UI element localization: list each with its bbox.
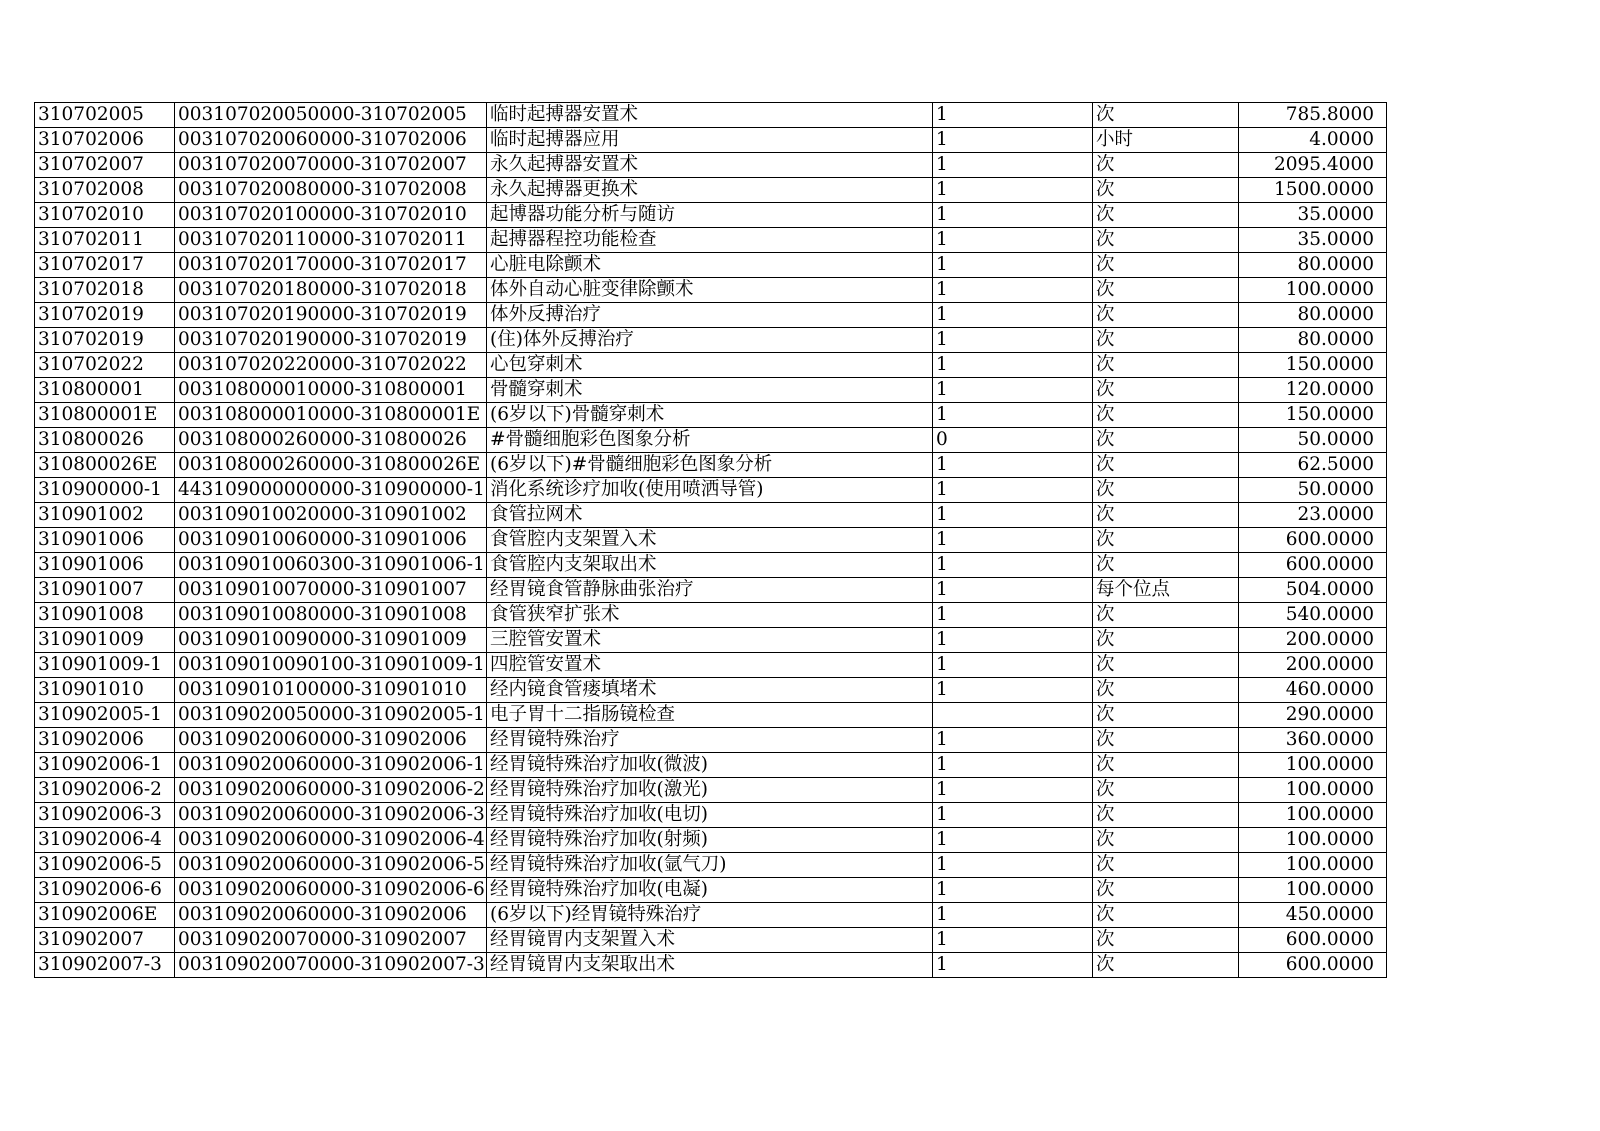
item-id-cell: 003109010090100-310901009-1	[175, 653, 487, 678]
item-price-cell: 600.0000	[1239, 928, 1387, 953]
item-id-cell: 003107020100000-310702010	[175, 203, 487, 228]
item-code-cell: 310800001E	[35, 403, 175, 428]
item-id-cell: 003109020060000-310902006-1	[175, 753, 487, 778]
item-price-cell: 35.0000	[1239, 228, 1387, 253]
item-id-cell: 003109010090000-310901009	[175, 628, 487, 653]
table-row	[35, 953, 1387, 978]
item-code-cell: 310901009-1	[35, 653, 175, 678]
item-name-cell: 体外反搏治疗	[487, 303, 933, 328]
item-name-cell: 经胃镜胃内支架置入术	[487, 928, 933, 953]
item-unit-cell: 次	[1093, 753, 1239, 778]
item-name-cell: 经胃镜特殊治疗加收(微波)	[487, 753, 933, 778]
item-name-cell: 经胃镜特殊治疗加收(射频)	[487, 828, 933, 853]
item-id-cell: 003109010020000-310901002	[175, 503, 487, 528]
item-code-cell: 310702019	[35, 303, 175, 328]
item-flag-cell: 1	[933, 253, 1093, 278]
item-name-cell: (6岁以下)经胃镜特殊治疗	[487, 903, 933, 928]
item-code-cell: 310800026E	[35, 453, 175, 478]
item-flag-cell: 1	[933, 803, 1093, 828]
item-price-cell: 785.8000	[1239, 103, 1387, 128]
item-name-cell: 四腔管安置术	[487, 653, 933, 678]
item-name-cell: 临时起搏器安置术	[487, 103, 933, 128]
item-unit-cell: 次	[1093, 953, 1239, 978]
item-flag-cell: 1	[933, 553, 1093, 578]
table-row	[35, 903, 1387, 928]
item-unit-cell: 次	[1093, 553, 1239, 578]
item-unit-cell: 次	[1093, 178, 1239, 203]
item-name-cell: 食管腔内支架置入术	[487, 528, 933, 553]
item-flag-cell: 1	[933, 378, 1093, 403]
table-row	[35, 878, 1387, 903]
item-unit-cell: 次	[1093, 678, 1239, 703]
item-unit-cell: 次	[1093, 778, 1239, 803]
item-id-cell: 003109020060000-310902006	[175, 903, 487, 928]
item-code-cell: 310901002	[35, 503, 175, 528]
table-row	[35, 828, 1387, 853]
item-flag-cell: 1	[933, 453, 1093, 478]
table-row	[35, 353, 1387, 378]
item-unit-cell: 次	[1093, 803, 1239, 828]
item-code-cell: 310702022	[35, 353, 175, 378]
item-code-cell: 310702018	[35, 278, 175, 303]
item-flag-cell: 0	[933, 428, 1093, 453]
table-row	[35, 453, 1387, 478]
item-flag-cell: 1	[933, 153, 1093, 178]
item-unit-cell: 次	[1093, 378, 1239, 403]
item-code-cell: 310902006-4	[35, 828, 175, 853]
item-unit-cell: 次	[1093, 328, 1239, 353]
item-name-cell: 心包穿刺术	[487, 353, 933, 378]
item-price-cell: 80.0000	[1239, 328, 1387, 353]
item-price-cell: 120.0000	[1239, 378, 1387, 403]
table-row	[35, 428, 1387, 453]
table-row	[35, 478, 1387, 503]
table-row	[35, 653, 1387, 678]
item-id-cell: 003109010070000-310901007	[175, 578, 487, 603]
item-flag-cell: 1	[933, 653, 1093, 678]
item-id-cell: 003109020060000-310902006-2	[175, 778, 487, 803]
item-id-cell: 003109020060000-310902006-4	[175, 828, 487, 853]
item-price-cell: 2095.4000	[1239, 153, 1387, 178]
item-code-cell: 310902007-3	[35, 953, 175, 978]
item-price-cell: 450.0000	[1239, 903, 1387, 928]
item-unit-cell: 次	[1093, 928, 1239, 953]
item-price-cell: 150.0000	[1239, 353, 1387, 378]
item-price-cell: 600.0000	[1239, 953, 1387, 978]
item-unit-cell: 次	[1093, 903, 1239, 928]
item-unit-cell: 次	[1093, 878, 1239, 903]
item-name-cell: 起博器功能分析与随访	[487, 203, 933, 228]
item-unit-cell: 次	[1093, 478, 1239, 503]
item-name-cell: 经胃镜食管静脉曲张治疗	[487, 578, 933, 603]
table-row	[35, 378, 1387, 403]
item-code-cell: 310800001	[35, 378, 175, 403]
item-flag-cell: 1	[933, 578, 1093, 603]
item-flag-cell: 1	[933, 628, 1093, 653]
item-flag-cell: 1	[933, 753, 1093, 778]
table-row	[35, 853, 1387, 878]
item-flag-cell: 1	[933, 353, 1093, 378]
item-unit-cell: 次	[1093, 403, 1239, 428]
item-flag-cell: 1	[933, 303, 1093, 328]
item-id-cell: 003107020110000-310702011	[175, 228, 487, 253]
item-code-cell: 310902006-6	[35, 878, 175, 903]
item-name-cell: 经胃镜特殊治疗加收(电凝)	[487, 878, 933, 903]
table-row	[35, 803, 1387, 828]
item-price-cell: 200.0000	[1239, 628, 1387, 653]
item-name-cell: 心脏电除颤术	[487, 253, 933, 278]
item-id-cell: 003107020220000-310702022	[175, 353, 487, 378]
item-code-cell: 310902006-3	[35, 803, 175, 828]
item-id-cell: 003109020060000-310902006-3	[175, 803, 487, 828]
item-price-cell: 100.0000	[1239, 753, 1387, 778]
item-code-cell: 310702008	[35, 178, 175, 203]
item-unit-cell: 次	[1093, 353, 1239, 378]
item-name-cell: 骨髓穿刺术	[487, 378, 933, 403]
table-row	[35, 528, 1387, 553]
item-code-cell: 310702005	[35, 103, 175, 128]
item-unit-cell: 小时	[1093, 128, 1239, 153]
item-unit-cell: 次	[1093, 603, 1239, 628]
item-name-cell: 永久起搏器更换术	[487, 178, 933, 203]
item-flag-cell: 1	[933, 728, 1093, 753]
table-row	[35, 403, 1387, 428]
table-row	[35, 503, 1387, 528]
item-id-cell: 003109020050000-310902005-1	[175, 703, 487, 728]
item-unit-cell: 次	[1093, 253, 1239, 278]
item-name-cell: 经胃镜特殊治疗加收(电切)	[487, 803, 933, 828]
item-flag-cell: 1	[933, 778, 1093, 803]
item-code-cell: 310901009	[35, 628, 175, 653]
item-unit-cell: 次	[1093, 528, 1239, 553]
item-name-cell: 食管拉网术	[487, 503, 933, 528]
item-unit-cell: 次	[1093, 103, 1239, 128]
item-code-cell: 310901008	[35, 603, 175, 628]
item-price-cell: 600.0000	[1239, 553, 1387, 578]
fee-table-body	[35, 103, 1387, 978]
item-id-cell: 003108000260000-310800026E	[175, 453, 487, 478]
item-price-cell: 460.0000	[1239, 678, 1387, 703]
item-flag-cell	[933, 703, 1093, 728]
item-price-cell: 100.0000	[1239, 803, 1387, 828]
item-flag-cell: 1	[933, 678, 1093, 703]
item-code-cell: 310901006	[35, 553, 175, 578]
table-row	[35, 303, 1387, 328]
item-code-cell: 310702010	[35, 203, 175, 228]
table-row	[35, 578, 1387, 603]
table-row	[35, 703, 1387, 728]
item-flag-cell: 1	[933, 928, 1093, 953]
item-id-cell: 003108000260000-310800026	[175, 428, 487, 453]
table-row	[35, 153, 1387, 178]
item-flag-cell: 1	[933, 228, 1093, 253]
item-unit-cell: 次	[1093, 628, 1239, 653]
item-flag-cell: 1	[933, 478, 1093, 503]
item-id-cell: 003108000010000-310800001E	[175, 403, 487, 428]
item-unit-cell: 次	[1093, 303, 1239, 328]
table-row	[35, 753, 1387, 778]
item-price-cell: 100.0000	[1239, 828, 1387, 853]
item-code-cell: 310901007	[35, 578, 175, 603]
item-price-cell: 35.0000	[1239, 203, 1387, 228]
item-id-cell: 003109020070000-310902007-3	[175, 953, 487, 978]
item-name-cell: 体外自动心脏变律除颤术	[487, 278, 933, 303]
table-row	[35, 228, 1387, 253]
item-price-cell: 504.0000	[1239, 578, 1387, 603]
item-price-cell: 23.0000	[1239, 503, 1387, 528]
item-price-cell: 1500.0000	[1239, 178, 1387, 203]
item-id-cell: 003109020060000-310902006-6	[175, 878, 487, 903]
item-unit-cell: 次	[1093, 453, 1239, 478]
item-id-cell: 003107020190000-310702019	[175, 303, 487, 328]
item-price-cell: 4.0000	[1239, 128, 1387, 153]
item-id-cell: 003107020060000-310702006	[175, 128, 487, 153]
table-row	[35, 628, 1387, 653]
item-flag-cell: 1	[933, 878, 1093, 903]
item-flag-cell: 1	[933, 903, 1093, 928]
item-unit-cell: 次	[1093, 853, 1239, 878]
item-price-cell: 290.0000	[1239, 703, 1387, 728]
item-name-cell: 永久起搏器安置术	[487, 153, 933, 178]
item-name-cell: 经胃镜特殊治疗	[487, 728, 933, 753]
item-code-cell: 310902006-5	[35, 853, 175, 878]
item-id-cell: 003107020170000-310702017	[175, 253, 487, 278]
item-name-cell: 经胃镜胃内支架取出术	[487, 953, 933, 978]
item-id-cell: 003107020050000-310702005	[175, 103, 487, 128]
table-row	[35, 278, 1387, 303]
table-row	[35, 728, 1387, 753]
table-row	[35, 103, 1387, 128]
item-id-cell: 443109000000000-310900000-1	[175, 478, 487, 503]
table-row	[35, 178, 1387, 203]
item-price-cell: 150.0000	[1239, 403, 1387, 428]
item-id-cell: 003109010060300-310901006-1	[175, 553, 487, 578]
item-unit-cell: 次	[1093, 703, 1239, 728]
item-price-cell: 62.5000	[1239, 453, 1387, 478]
table-row	[35, 678, 1387, 703]
item-name-cell: 电子胃十二指肠镜检查	[487, 703, 933, 728]
item-code-cell: 310702006	[35, 128, 175, 153]
item-flag-cell: 1	[933, 603, 1093, 628]
table-row	[35, 928, 1387, 953]
item-code-cell: 310902006	[35, 728, 175, 753]
item-id-cell: 003109010100000-310901010	[175, 678, 487, 703]
item-code-cell: 310902006E	[35, 903, 175, 928]
item-price-cell: 100.0000	[1239, 878, 1387, 903]
item-name-cell: (6岁以下)#骨髓细胞彩色图象分析	[487, 453, 933, 478]
item-flag-cell: 1	[933, 503, 1093, 528]
item-id-cell: 003109020070000-310902007	[175, 928, 487, 953]
item-flag-cell: 1	[933, 403, 1093, 428]
item-flag-cell: 1	[933, 178, 1093, 203]
item-code-cell: 310902005-1	[35, 703, 175, 728]
table-row	[35, 253, 1387, 278]
table-row	[35, 128, 1387, 153]
item-unit-cell: 次	[1093, 278, 1239, 303]
item-name-cell: 三腔管安置术	[487, 628, 933, 653]
item-name-cell: 消化系统诊疗加收(使用喷洒导管)	[487, 478, 933, 503]
item-flag-cell: 1	[933, 828, 1093, 853]
table-row	[35, 778, 1387, 803]
table-row	[35, 203, 1387, 228]
item-flag-cell: 1	[933, 203, 1093, 228]
item-flag-cell: 1	[933, 328, 1093, 353]
item-price-cell: 540.0000	[1239, 603, 1387, 628]
table-row	[35, 603, 1387, 628]
item-unit-cell: 次	[1093, 203, 1239, 228]
table-row	[35, 553, 1387, 578]
item-id-cell: 003107020070000-310702007	[175, 153, 487, 178]
fee-table	[34, 102, 1387, 978]
item-id-cell: 003109010080000-310901008	[175, 603, 487, 628]
item-name-cell: 经胃镜特殊治疗加收(激光)	[487, 778, 933, 803]
item-price-cell: 600.0000	[1239, 528, 1387, 553]
item-unit-cell: 次	[1093, 503, 1239, 528]
item-price-cell: 100.0000	[1239, 778, 1387, 803]
item-flag-cell: 1	[933, 528, 1093, 553]
item-code-cell: 310901006	[35, 528, 175, 553]
item-name-cell: 起搏器程控功能检查	[487, 228, 933, 253]
item-price-cell: 80.0000	[1239, 303, 1387, 328]
item-flag-cell: 1	[933, 953, 1093, 978]
item-unit-cell: 次	[1093, 653, 1239, 678]
item-name-cell: 临时起搏器应用	[487, 128, 933, 153]
item-name-cell: 食管狭窄扩张术	[487, 603, 933, 628]
item-code-cell: 310902007	[35, 928, 175, 953]
table-row	[35, 328, 1387, 353]
item-name-cell: (住)体外反搏治疗	[487, 328, 933, 353]
item-price-cell: 50.0000	[1239, 478, 1387, 503]
item-id-cell: 003107020190000-310702019	[175, 328, 487, 353]
item-name-cell: #骨髓细胞彩色图象分析	[487, 428, 933, 453]
item-name-cell: (6岁以下)骨髓穿刺术	[487, 403, 933, 428]
item-code-cell: 310800026	[35, 428, 175, 453]
item-name-cell: 经内镜食管瘘填堵术	[487, 678, 933, 703]
item-code-cell: 310902006-2	[35, 778, 175, 803]
item-id-cell: 003109010060000-310901006	[175, 528, 487, 553]
item-unit-cell: 每个位点	[1093, 578, 1239, 603]
item-flag-cell: 1	[933, 278, 1093, 303]
item-flag-cell: 1	[933, 128, 1093, 153]
item-code-cell: 310702011	[35, 228, 175, 253]
item-code-cell: 310702019	[35, 328, 175, 353]
item-price-cell: 360.0000	[1239, 728, 1387, 753]
item-price-cell: 200.0000	[1239, 653, 1387, 678]
item-flag-cell: 1	[933, 103, 1093, 128]
item-id-cell: 003109020060000-310902006-5	[175, 853, 487, 878]
item-flag-cell: 1	[933, 853, 1093, 878]
item-code-cell: 310702007	[35, 153, 175, 178]
item-name-cell: 经胃镜特殊治疗加收(氩气刀)	[487, 853, 933, 878]
item-unit-cell: 次	[1093, 728, 1239, 753]
item-unit-cell: 次	[1093, 428, 1239, 453]
item-price-cell: 80.0000	[1239, 253, 1387, 278]
item-id-cell: 003108000010000-310800001	[175, 378, 487, 403]
item-unit-cell: 次	[1093, 153, 1239, 178]
item-price-cell: 50.0000	[1239, 428, 1387, 453]
item-code-cell: 310901010	[35, 678, 175, 703]
item-code-cell: 310702017	[35, 253, 175, 278]
item-id-cell: 003107020080000-310702008	[175, 178, 487, 203]
item-unit-cell: 次	[1093, 828, 1239, 853]
item-name-cell: 食管腔内支架取出术	[487, 553, 933, 578]
item-price-cell: 100.0000	[1239, 278, 1387, 303]
item-code-cell: 310902006-1	[35, 753, 175, 778]
item-id-cell: 003109020060000-310902006	[175, 728, 487, 753]
item-unit-cell: 次	[1093, 228, 1239, 253]
item-id-cell: 003107020180000-310702018	[175, 278, 487, 303]
item-price-cell: 100.0000	[1239, 853, 1387, 878]
item-code-cell: 310900000-1	[35, 478, 175, 503]
